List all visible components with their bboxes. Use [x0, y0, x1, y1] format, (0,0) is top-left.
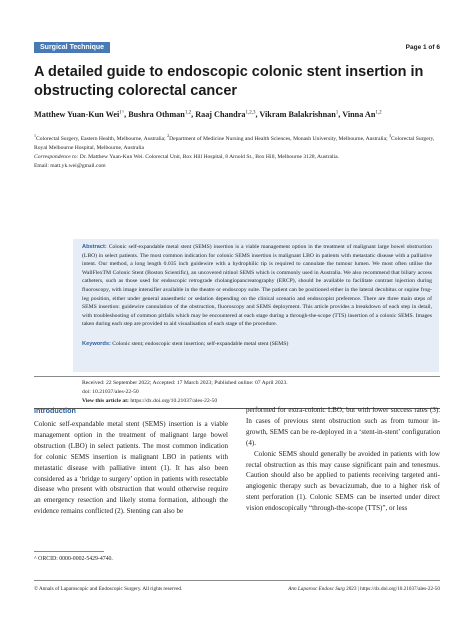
- received-accepted-published: Received: 22 September 2022; Accepted: 17 March 2023; Published online: 07 April 2023.: [82, 380, 288, 386]
- section-heading-introduction: Introduction: [34, 406, 76, 415]
- author-affiliation-marker: 1^: [119, 110, 125, 116]
- keywords: [82, 340, 432, 349]
- author-affiliation-marker: 1,2,3: [245, 110, 256, 116]
- divider: [34, 376, 440, 377]
- email-line[interactable]: Email: matt.yk.wei@gmail.com: [34, 163, 106, 169]
- citation-link[interactable]: 2023 | https://dx.doi.org/10.21037/ales-22-50: [344, 586, 440, 592]
- affiliation-marker: 3: [389, 133, 392, 139]
- body-paragraph: Colonic self-expandable metal stent (SEMS) insertion is a viable management option in the treatment of malignant large bowel obstruction (LBO) in select patients. The most common indication for colonic SEMS insertion is malignant LBO in patients with metastatic disease with palliative intent (1). It has also been considered as a ‘bridge to surgery’ option in patients with resectable disease who present with obstruction that would otherwise require an emergency resection and likely stoma formation, although the evidence remains conflicted (2). Stenting can also be: [34, 420, 228, 516]
- keywords-text: Colonic stent; endoscopic stent insertion; self-expandable metal stent (SEMS): [110, 341, 289, 347]
- author-name: Vinna An: [342, 110, 376, 119]
- body-column-left: [34, 419, 228, 517]
- view-article-link[interactable]: https://dx.doi.org/10.21037/ales-22-50: [128, 398, 218, 404]
- body-column-right: [246, 405, 440, 514]
- body-paragraph: Colonic SEMS should generally be avoided in patients with low rectal obstruction as this may cause significant pain and tenesmus. Caution should also be applied to patients receiving targeted anti-angiogenic therapy such as bevacizumab, due to a higher risk of stent perforation (1). Colonic SEMS can be inserted under direct vision endoscopically “through-the-scope (TTS)”, or less: [246, 449, 440, 513]
- author-affiliation-marker: 1: [335, 110, 339, 116]
- view-article-label: View this article at:: [82, 398, 129, 404]
- doi[interactable]: doi: 10.21037/ales-22-50: [82, 389, 139, 395]
- journal-name: Ann Laparosc Endosc Surg: [288, 586, 345, 592]
- author-affiliation-marker: 1,2: [375, 110, 382, 116]
- page-number: Page 1 of 6: [405, 44, 440, 51]
- author-list: Matthew Yuan-Kun Wei$^{1\^{}}$, Bushra Othman$^{1,2}$, Raaj Chandra$^{1,2,3}$, Vikram Balakrishnan$^1$, Vinna An$^{1,2}$: [34, 110, 382, 119]
- abstract: [82, 243, 432, 329]
- affiliation-marker: 2: [167, 133, 170, 139]
- affiliation-lines: [34, 135, 444, 153]
- orcid-footnote: ^ ORCID: 0000-0002-5429-4740.: [34, 556, 113, 562]
- footer-divider: [34, 580, 440, 581]
- author-name: Bushra Othman: [128, 110, 185, 119]
- article-dates: [82, 379, 442, 406]
- correspondence-text: Dr. Matthew Yuan-Kun Wei. Colorectal Unit, Box Hill Hospital, 8 Arnold St., Box Hill, Melbourne 3128, Australia.: [78, 154, 339, 160]
- section-tag: Surgical Technique: [34, 42, 110, 53]
- footer-copyright: © Annals of Laparoscopic and Endoscopic Surgery. All rights reserved.: [34, 586, 183, 592]
- affiliation: Department of Medicine Nursing and Health Sciences, Monash University, Melbourne, Australia;: [169, 136, 390, 142]
- article-title: A detailed guide to endoscopic colonic stent insertion in obstructing colorectal cancer: [34, 64, 424, 99]
- author-name: Raaj Chandra: [195, 110, 246, 119]
- affiliation-marker: 1: [34, 133, 36, 139]
- affiliation: Colorectal Surgery, Eastern Health, Melbourne, Australia;: [36, 136, 168, 142]
- correspondence: [34, 153, 444, 162]
- correspondence-label: Correspondence to:: [34, 154, 79, 160]
- abstract-label: Abstract:: [82, 244, 107, 250]
- affiliations: [34, 135, 444, 171]
- author-name: Matthew Yuan-Kun Wei: [34, 110, 120, 119]
- body-paragraph: performed for extra-colonic LBO, but with lower success rates (3). In cases of previous stent obstruction such as from tumour in-growth, SEMS can be re-deployed in a ‘stent-in-stent’ configuration (4).: [246, 406, 440, 447]
- footnote-divider: [34, 551, 104, 552]
- author-affiliation-marker: 1,2: [184, 110, 192, 116]
- author-name: Vikram Balakrishnan: [259, 110, 336, 119]
- abstract-text: Colonic self-expandable metal stent (SEMS) insertion is a viable management option in the treatment of malignant large bowel obstruction (LBO) in select patients. The most common indication for colonic SEMS insertion is malignant LBO in patients with metastatic disease with a palliative intent. Our method, a long length 0.035 inch guidewire with a hydrophilic tip is required to cannulate the tumour lumen. We most often utilise the WallFlexTM Colonic Stent (Boston Scientific), an uncovered nitinol SEMS which is commonly used in Australia. We also recommend that biliary access catheters, such as those used for endoscopic retrograde cholangiopancreatography (ERCP), should be available to facilitate contrast injection during fluoroscopy, with image intensifier available in the theatre or endoscopy suite. The patient can be positioned either in the lateral decubitus or supine frog-leg position, either under general anaesthetic or sedation depending on the clinical scenario and endoscopist preference. There are three main steps of SEMS insertion: guidewire cannulation of the obstruction, fluoroscopy and SEMS deployment. This article provides a breakdown of each step in detail, with troubleshooting of common pitfalls which may be encountered at each stage during a through-the-scope (TTS) insertion of a colonic SEMS. Images taken during each step are provided to aid visualisation of each stage of the procedure.: [82, 244, 432, 328]
- footer-citation: [288, 586, 440, 592]
- affiliation: Colorectal Surgery, Royal Melbourne Hospital, Melbourne, Australia: [34, 136, 435, 151]
- keywords-label: Keywords:: [82, 341, 111, 347]
